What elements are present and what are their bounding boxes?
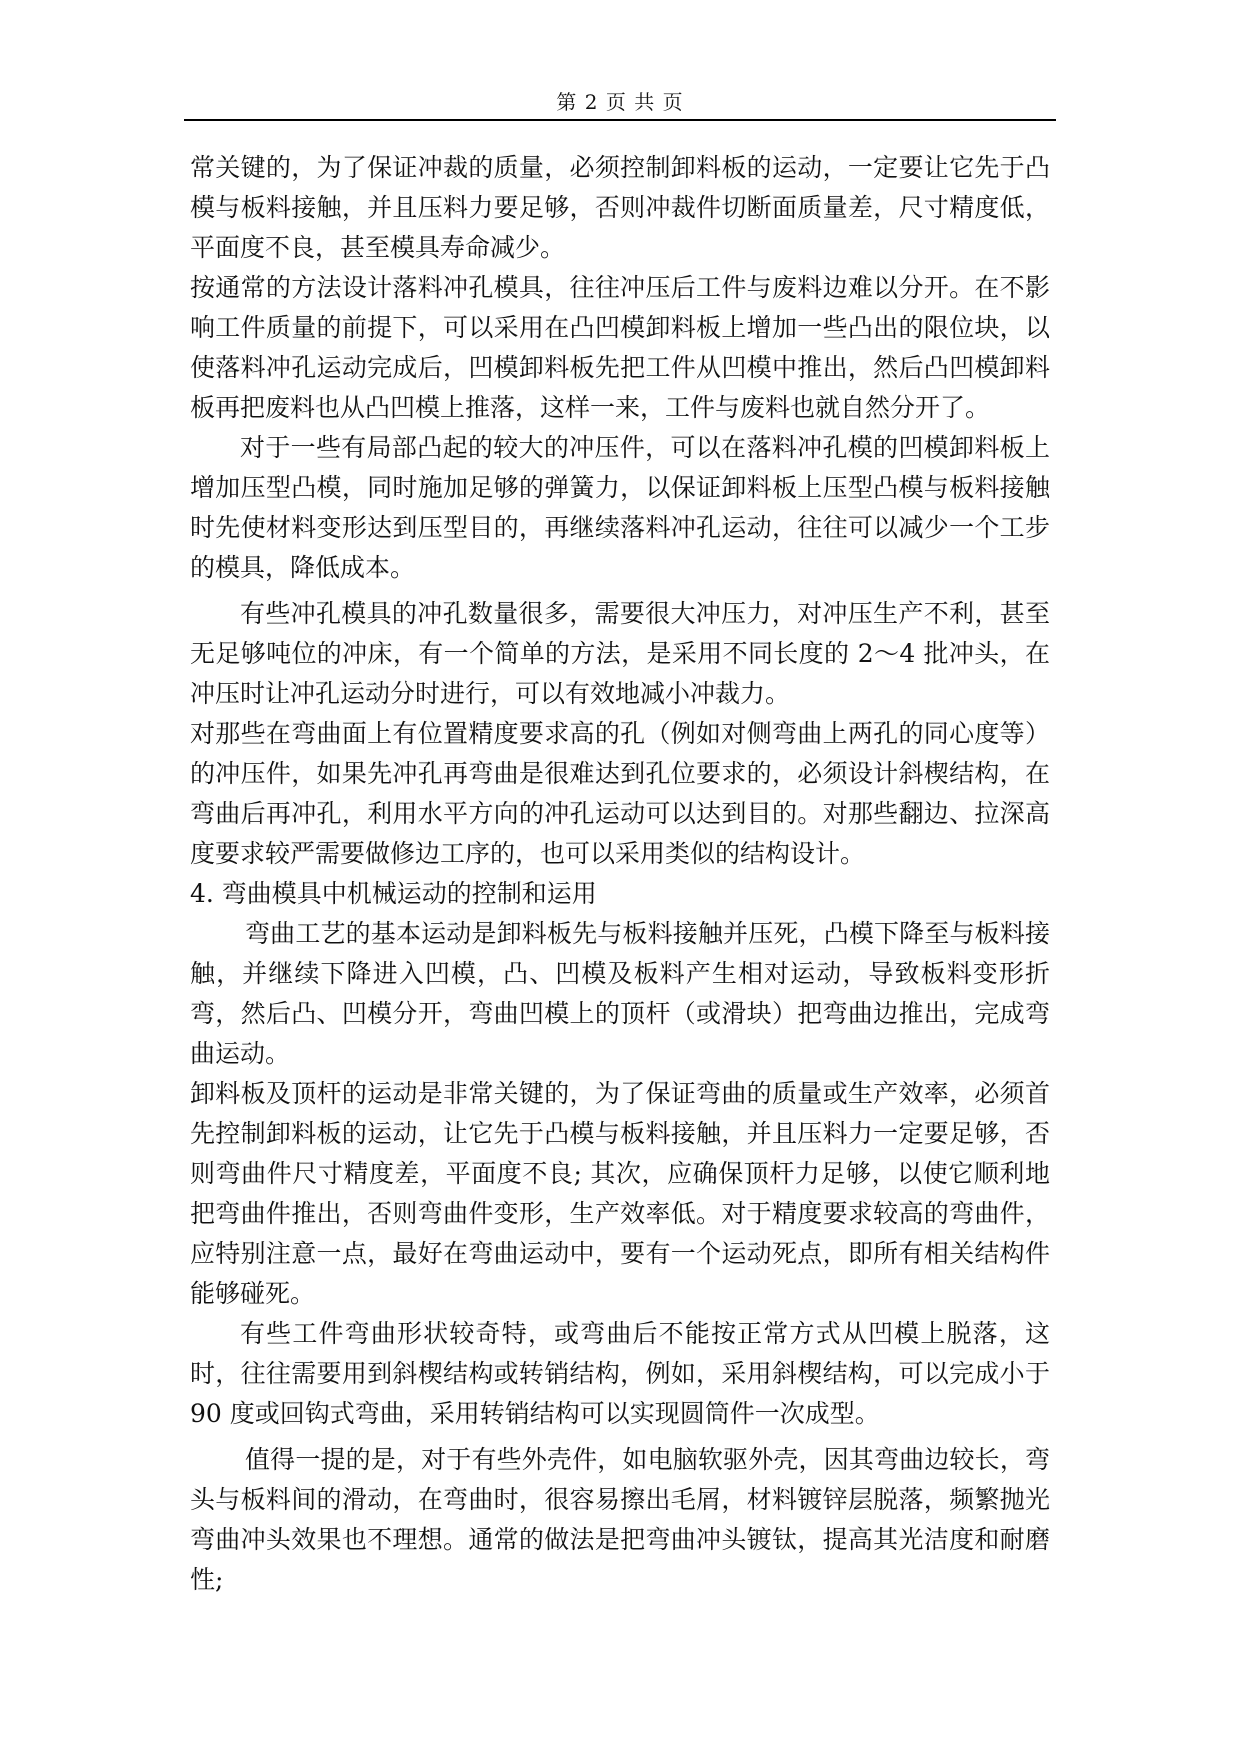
paragraph-1: 常关键的，为了保证冲裁的质量，必须控制卸料板的运动，一定要让它先于凸模与板料接触，并且压料力要足够，否则冲裁件切断面质量差，尺寸精度低，平面度不良，甚至模具寿命减少。 [190, 153, 1050, 262]
paragraph-8: 有些工件弯曲形状较奇特，或弯曲后不能按正常方式从凹模上脱落，这时，往往需要用到斜楔结构或转销结构，例如，采用斜楔结构，可以完成小于 90 度或回钩式弯曲，采用转销结构可以实现圆筒件一次成型。 [190, 1319, 1050, 1428]
paragraph-3: 对于一些有局部凸起的较大的冲压件，可以在落料冲孔模的凹模卸料板上增加压型凸模，同时施加足够的弹簧力，以保证卸料板上压型凸模与板料接触时先使材料变形达到压型目的，再继续落料冲孔运动，往往可以减少一个工步的模具，降低成本。 [190, 433, 1050, 582]
header-rule [184, 119, 1056, 121]
paragraph-7: 卸料板及顶杆的运动是非常关键的，为了保证弯曲的质量或生产效率，必须首先控制卸料板的运动，让它先于凸模与板料接触，并且压料力一定要足够，否则弯曲件尺寸精度差，平面度不良; 其次，应确保顶杆力足够，以使它顺利地把弯曲件推出，否则弯曲件变形，生产效率低。对于精度要求较高的弯曲件，应特别注意一点，最好在弯曲运动中，要有一个运动死点，即所有相关结构件能够碰死。 [190, 1079, 1050, 1308]
section-heading-4: 4. 弯曲模具中机械运动的控制和运用 [190, 879, 597, 908]
paragraph-4: 有些冲孔模具的冲孔数量很多，需要很大冲压力，对冲压生产不利，甚至无足够吨位的冲床，有一个简单的方法，是采用不同长度的 2～4 批冲头，在冲压时让冲孔运动分时进行，可以有效地减小冲裁力。 [190, 599, 1050, 708]
page-header [184, 88, 1056, 116]
paragraph-5: 对那些在弯曲面上有位置精度要求高的孔（例如对侧弯曲上两孔的同心度等）的冲压件，如果先冲孔再弯曲是很难达到孔位要求的，必须设计斜楔结构，在弯曲后再冲孔，利用水平方向的冲孔运动可以达到目的。对那些翻边、拉深高度要求较严需要做修边工序的，也可以采用类似的结构设计。 [190, 719, 1050, 868]
paragraph-6: 弯曲工艺的基本运动是卸料板先与板料接触并压死，凸模下降至与板料接触，并继续下降进入凹模，凸、凹模及板料产生相对运动，导致板料变形折弯，然后凸、凹模分开，弯曲凹模上的顶杆（或滑块）把弯曲边推出，完成弯曲运动。 [190, 919, 1050, 1068]
paragraph-2: 按通常的方法设计落料冲孔模具，往往冲压后工件与废料边难以分开。在不影响工件质量的前提下，可以采用在凸凹模卸料板上增加一些凸出的限位块，以使落料冲孔运动完成后，凹模卸料板先把工件从凹模中推出，然后凸凹模卸料板再把废料也从凸凹模上推落，这样一来，工件与废料也就自然分开了。 [190, 273, 1050, 422]
document-body [190, 148, 1050, 1600]
paragraph-9: 值得一提的是，对于有些外壳件，如电脑软驱外壳，因其弯曲边较长，弯头与板料间的滑动，在弯曲时，很容易擦出毛屑，材料镀锌层脱落，频繁抛光弯曲冲头效果也不理想。通常的做法是把弯曲冲头镀钛，提高其光洁度和耐磨性; [190, 1445, 1050, 1594]
page-number-label: 第 2 页 共 页 [556, 90, 684, 114]
